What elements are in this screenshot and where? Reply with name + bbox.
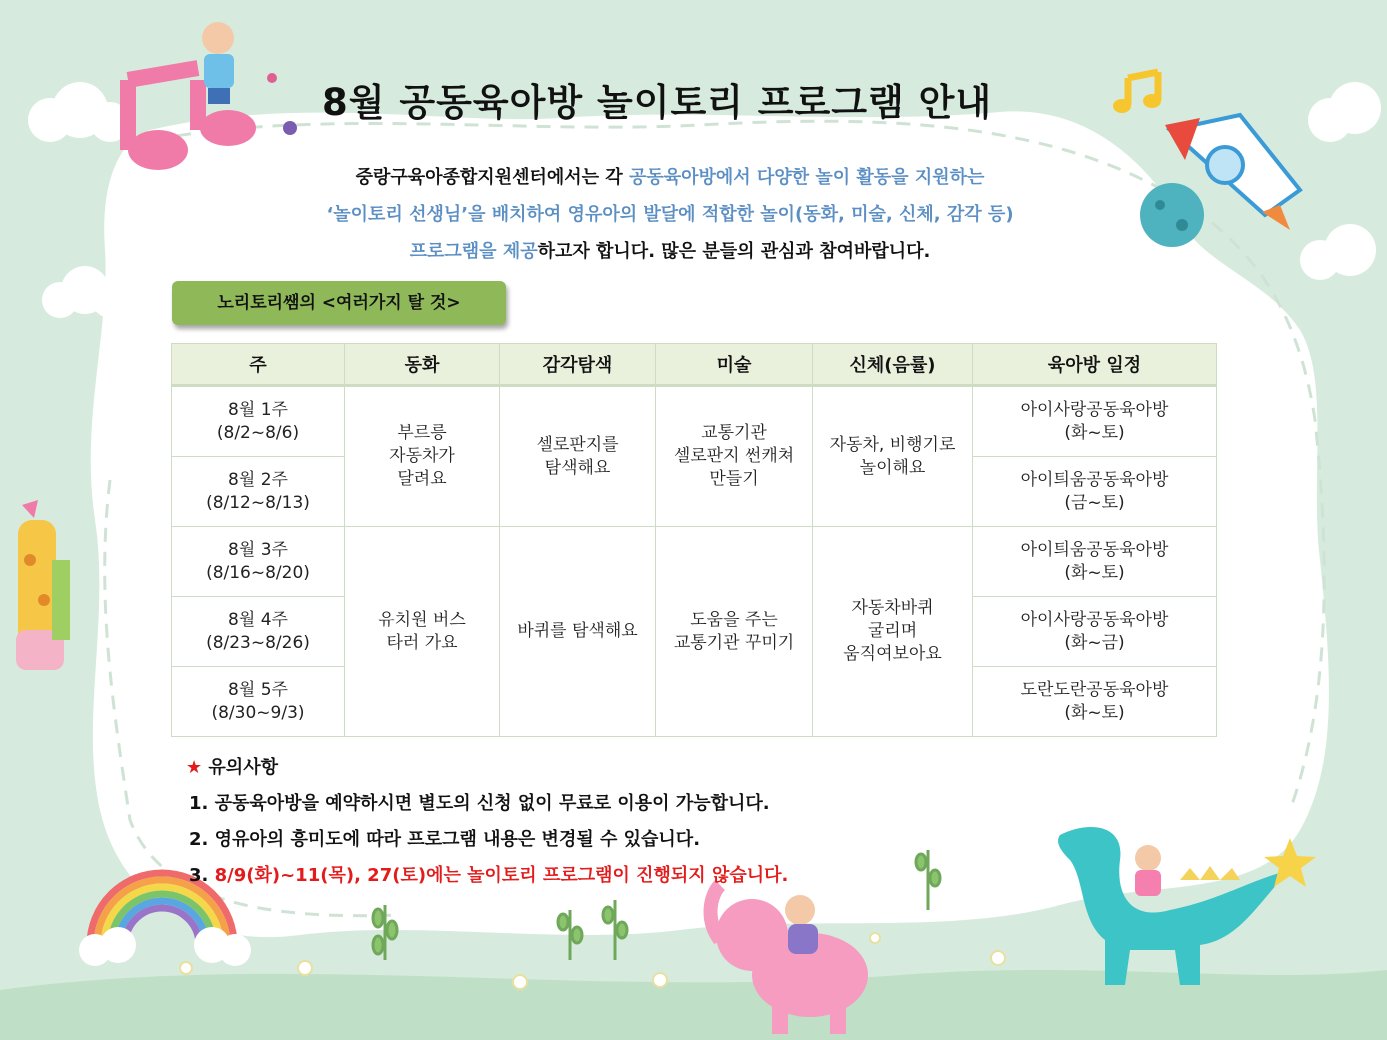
intro-line-2: ‘놀이토리 선생님’을 배치하여 영유아의 발달에 적합한 놀이(동화, 미술, 신체, 감각 등) [326, 204, 1014, 225]
schedule-cell: 아이사랑공동육아방 (화~금) [973, 597, 1217, 667]
boy-figure [202, 22, 234, 104]
notice-item: 2. 영유아의 흥미도에 따라 프로그램 내용은 변경될 수 있습니다. [189, 829, 701, 850]
week-cell: 8월 5주 (8/30~9/3) [172, 667, 345, 737]
header-schedule: 육아방 일정 [973, 344, 1217, 386]
star-icon: ★ [186, 757, 203, 778]
yellow-music-note-icon [1113, 72, 1161, 113]
schedule-cell: 도란도란공동육아방 (화~토) [973, 667, 1217, 737]
week-cell: 8월 3주 (8/16~8/20) [172, 527, 345, 597]
week-cell [172, 386, 345, 457]
header-week: 주 [172, 344, 345, 386]
notice-item-warning: 3. 8/9(화)~11(목), 27(토)에는 놀이토리 프로그램이 진행되지 않습니다. [189, 865, 789, 886]
week-cell: 8월 2주 (8/12~8/13) [172, 457, 345, 527]
planet-illustration [1140, 183, 1204, 247]
table-row [172, 386, 1217, 457]
art-cell: 교통기관 셀로판지 썬캐쳐 만들기 [656, 386, 813, 527]
week-cell: 8월 4주 (8/23~8/26) [172, 597, 345, 667]
sensory-cell: 셀로판지를 탐색해요 [500, 386, 656, 527]
small-note-icon [283, 121, 297, 135]
intro-line-3 [200, 237, 1140, 263]
header-story: 동화 [345, 344, 500, 386]
giraffe-illustration [16, 500, 70, 670]
schedule-cell: 아이사랑공동육아방 (화~토) [973, 386, 1217, 457]
intro-line-1 [200, 163, 1140, 189]
table-header-row [172, 344, 1217, 386]
schedule-cell: 아이틔움공동육아방 (화~토) [973, 527, 1217, 597]
program-theme-badge: 노리토리쌤의 <여러가지 탈 것> [172, 281, 506, 325]
story-cell: 부르릉 자동차가 달려요 [345, 386, 500, 527]
header-sensory: 감각탐색 [500, 344, 656, 386]
table-row [172, 527, 1217, 597]
bottom-hill [0, 970, 1387, 1040]
intro-line-1-b: 공동육아방에서 다양한 놀이 활동을 지원하는 [628, 167, 985, 188]
intro-line-3-a: 프로그램을 제공 [409, 241, 538, 262]
art-cell: 도움을 주는 교통기관 꾸미기 [656, 527, 813, 737]
intro-line-3-b: 하고자 합니다. 많은 분들의 관심과 참여바랍니다. [537, 241, 931, 262]
page-title: 8월 공동육아방 놀이토리 프로그램 안내 [322, 81, 993, 124]
notice-section [186, 756, 788, 900]
notice-item: 1. 공동육아방을 예약하시면 별도의 신청 없이 무료로 이용이 가능합니다. [189, 793, 770, 814]
body-cell: 자동차바퀴 굴리며 움직여보아요 [813, 527, 973, 737]
story-cell: 유치원 버스 타러 가요 [345, 527, 500, 737]
intro-line-1-a: 중랑구육아종합지원센터에서는 각 [355, 167, 629, 188]
notice-heading [186, 756, 788, 792]
small-pink-note-icon [267, 73, 277, 83]
week-label: 8월 1주 [228, 399, 288, 420]
schedule-table [171, 343, 1217, 737]
header-art: 미술 [656, 344, 813, 386]
sensory-cell: 바퀴를 탐색해요 [500, 527, 656, 737]
body-cell: 자동차, 비행기로 놀이해요 [813, 386, 973, 527]
notice-heading-text: 유의사항 [208, 757, 278, 778]
schedule-cell: 아이틔움공동육아방 (금~토) [973, 457, 1217, 527]
cloud-right [1300, 82, 1381, 280]
header-body: 신체(음률) [813, 344, 973, 386]
week-range: (8/2~8/6) [216, 422, 300, 443]
